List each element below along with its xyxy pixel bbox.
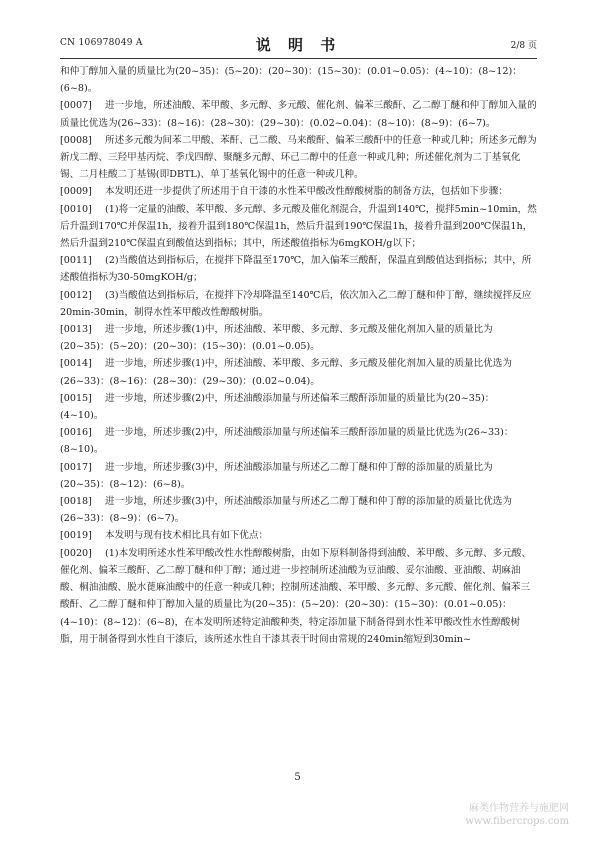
paragraph-text: 进一步地，所述步骤(3)中，所述油酸添加量与所述乙二醇丁醚和仲丁醇的添加量的质量比为(20~35)：(8~12)：(6~8)。 <box>60 461 493 490</box>
paragraph <box>60 252 537 286</box>
header-rule <box>60 58 537 59</box>
paragraph <box>60 201 537 253</box>
watermark-url: www.fibercrops.com <box>465 816 569 827</box>
paragraph-text: (2)当酸值达到指标后，在搅拌下降温至170℃，加入偏苯三酸酐，保温直到酸值达到指标；其中，所述酸值指标为30-50mgKOH/g； <box>60 255 532 284</box>
paragraph-number: [0013] <box>60 324 92 336</box>
patent-number: CN 106978049 A <box>60 38 143 48</box>
paragraph <box>60 287 537 321</box>
watermark-site-name: 麻类作物营养与施肥网 <box>469 803 569 814</box>
paragraph-text: 本发明还进一步提供了所述用于自干漆的水性苯甲酸改性醇酸树脂的制备方法，包括如下步骤： <box>105 186 508 198</box>
paragraph-number: [0007] <box>60 100 92 112</box>
paragraph-number: [0011] <box>60 255 92 267</box>
paragraph-text: 进一步地，所述步骤(1)中，所述油酸、苯甲酸、多元醇、多元酸及催化剂加入量的质量比优选为(26~33)：(8~16)：(28~30)：(29~30)：(0.02~0.04)。 <box>60 358 512 387</box>
paragraph <box>60 424 537 458</box>
paragraph-number: [0008] <box>60 134 92 146</box>
paragraph <box>60 493 537 527</box>
paragraph-text: 所述多元酸为间苯二甲酸、苯酐、己二酸、马来酸酐、偏苯三酸酐中的任意一种或几种；所述多元醇为新戊二醇、三羟甲基丙烷、季戊四醇、聚醚多元醇、环己二醇中的任意一种或几种；所述催化剂为二丁基氧化锡、二月桂酸二丁基锡(即DBTL)、单丁基氧化锡中的任意一种或几种。 <box>60 134 537 181</box>
paragraph <box>60 545 537 648</box>
paragraph-continued <box>60 63 537 97</box>
paragraph-number: [0018] <box>60 496 92 508</box>
paragraph <box>60 355 537 389</box>
paragraph-text: (1)将一定量的油酸、苯甲酸、多元醇、多元酸及催化剂混合，升温到140℃，搅拌5min~10min，然后升温到170℃并保温1h，接着升温到180℃保温1h，然后升温到190℃保温1h，接着升温到200℃保温1h，然后升温到210℃保温直到酸值达到指标；其中，所述酸值指标为6mgKOH/g以下； <box>60 203 537 250</box>
paragraph-number: [0016] <box>60 427 92 439</box>
paragraph-text: (1)本发明所述水性苯甲酸改性水性醇酸树脂，由如下原料制备得到油酸、苯甲酸、多元醇、多元酸、催化剂、偏苯三酸酐、乙二醇丁醚和仲丁醇；通过进一步控制所述油酸为豆油酸、妥尔油酸、亚油酸、胡麻油酸、桐油油酸、脱水蓖麻油酸中的任意一种或几种；控制所述油酸、苯甲酸、多元醇、多元酸、催化剂、偏苯三酸酐、乙二醇丁醚和仲丁醇加入量的质量比为(20~35)：(5~20)：(20~30)：(15~30)：(0.01~0.05)：(4~10)：(8~12)：(6~8)，在本发明所述特定油酸种类，特定添加量下制备得到水性苯甲酸改性水性醇酸树脂，用于制备得到水性自干漆后，该所述水性自干漆其表干时间由常规的240min缩短到30min~ <box>60 547 532 645</box>
watermark <box>465 802 569 828</box>
paragraph-number: [0010] <box>60 203 92 215</box>
page-number: 5 <box>294 772 301 783</box>
paragraph-number: [0009] <box>60 186 92 198</box>
paragraph-number: [0019] <box>60 530 92 542</box>
paragraph-text: 进一步地，所述步骤(1)中，所述油酸、苯甲酸、多元醇、多元酸及催化剂加入量的质量比为(20~35)：(5~20)：(20~30)：(15~30)：(0.01~0.05)。 <box>60 324 493 353</box>
paragraph <box>60 321 537 355</box>
paragraph-number: [0014] <box>60 358 92 370</box>
paragraph-text: (3)当酸值达到指标后，在搅拌下冷却降温至140℃后，依次加入乙二醇丁醚和仲丁醇，继续搅拌反应20min-30min，制得水性苯甲酸改性醇酸树脂。 <box>60 289 532 318</box>
paragraph <box>60 132 537 184</box>
paragraph-text: 进一步地，所述步骤(2)中，所述油酸添加量与所述偏苯三酸酐添加量的质量比优选为(26~33)：(8~10)。 <box>60 427 514 456</box>
paragraph-number: [0015] <box>60 392 92 404</box>
paragraph <box>60 527 537 544</box>
paragraph-text: 进一步地，所述步骤(3)中，所述油酸添加量与所述乙二醇丁醚和仲丁醇的添加量的质量比优选为(26~33)：(8~9)：(6~7)。 <box>60 496 512 525</box>
paragraph <box>60 390 537 424</box>
paragraph-text: 和仲丁醇加入量的质量比为(20~35)：(5~20)：(20~30)：(15~30)：(0.01~0.05)：(4~10)：(8~12)：(6~8)。 <box>60 66 522 95</box>
page-header <box>60 34 537 54</box>
document-title: 说 明 书 <box>255 36 342 54</box>
paragraph-text: 进一步地，所述油酸、苯甲酸、多元醇、多元酸、催化剂、偏苯三酸酐、乙二醇丁醚和仲丁醇加入量的质量比优选为(26~33)：(8~16)：(28~30)：(29~30)：(0.02~0.04)：(8~10)：(8~9)：(6~7)。 <box>60 100 537 129</box>
paragraph <box>60 97 537 131</box>
paragraph-text: 进一步地，所述步骤(2)中，所述油酸添加量与所述偏苯三酸酐添加量的质量比为(20~35)：(4~10)。 <box>60 392 495 422</box>
paragraph-number: [0020] <box>60 547 92 559</box>
page-indicator: 2/8 页 <box>510 41 537 51</box>
document-body <box>60 63 537 648</box>
paragraph <box>60 459 537 493</box>
paragraph-text: 本发明与现有技术相比具有如下优点： <box>105 530 269 542</box>
paragraph-number: [0012] <box>60 289 92 301</box>
paragraph-number: [0017] <box>60 461 92 473</box>
paragraph <box>60 183 537 200</box>
